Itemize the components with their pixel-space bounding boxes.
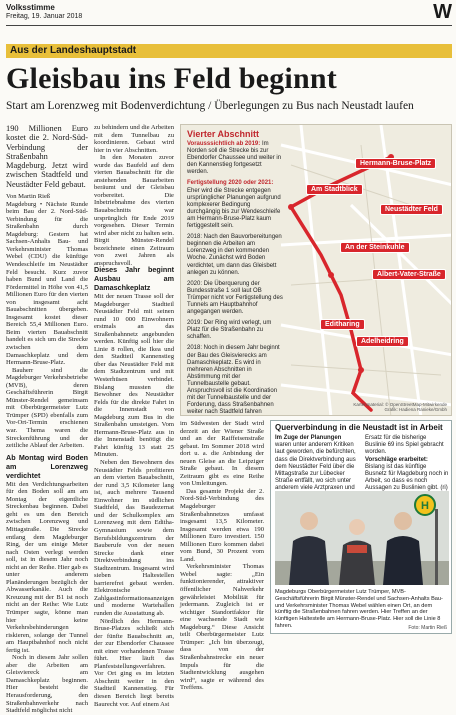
box-title: Querverbindung in die Neustadt ist in Arbeit [275, 423, 443, 432]
article-column-4 [180, 420, 264, 692]
map-note: 2020: Die Überquerung der Bundesstraße 1 soll laut OB Trümper nicht vor Fertigstellung des Tunnels am Hauptbahnhof angegangen werden. [187, 280, 283, 316]
map-notes [187, 141, 283, 416]
press-photo [275, 491, 449, 585]
map-title: Vierter Abschnitt [187, 129, 260, 139]
map-label-adelheidring: Adelheidring [357, 337, 408, 346]
photo-credit: Foto: Martin Rieß [408, 625, 447, 631]
map-note: Vorausssichtlich ab 2019: Im Norden soll die Strecke bis zur Ebendorfer Chaussee und weiter in den Kannenstieg fortgesetzt werden. [187, 141, 282, 176]
route-stop [358, 367, 364, 373]
sidebar-box [270, 420, 452, 634]
photo-illustration [275, 491, 449, 585]
subheading-1: Ab Montag wird Boden am Lorenzweg verdichtet [6, 452, 88, 480]
section-kicker: Aus der Landeshauptstadt [6, 44, 452, 58]
paragraph: Noch in diesem Jahr sollen aber die Arbeiten am Gleisviereck am Damaschkeplatz beginnen. Hier besteht die Herausforderung, den Straßenbahnverkehr nach Stadtfeld möglichst nicht [6, 654, 88, 715]
paragraph: Bauherr sind die Magdeburger Verkehrsbetriebe (MVB), deren Geschäftsführerin Birgit Münster-Rendel gemeinsam mit Oberbürgermeister Lutz Trümper (SPD) ebenfalls zum Vor-Ort-Termin erschienen war. Thema waren die Streckenführung und der zeitliche Ablauf der Arbeiten. [6, 366, 88, 450]
map-label-neustaedter-feld: Neustädter Feld [381, 205, 442, 214]
paragraph: Mit den Verdichtungsarbeiten für den Boden soll am am Montag der eigentliche Streckenbau beginnen. Dabei geht es um den Bereich zwischen Lorenzweg und Mittagstraße. Die Strecke entlang dem Magdeburger Ring, der um einige Meter nach Osten verlegt werden soll, ist in diesem Jahr noch nicht an der Reihe. Hier gab es unter anderem Planänderungen bezüglich der Abwasserkanäle. Auch die Kreuzung mit der B1 ist noch nicht an der Reihe: Wie Lutz Trümper sagte, könne man hier keine Verkehrsbehinderungen riskieren, solange der Tunnel am Hauptbahnhof noch nicht fertig ist. [6, 480, 88, 654]
issue-date: Freitag, 19. Januar 2018 [6, 13, 83, 20]
publication-name: Volksstimme [6, 3, 55, 12]
map-note: 2018: Nach den Bauvorbereitungen beginnen die Arbeiten am Lorenzweg in den kommenden Woche. Zunächst wird Boden verdichtet, um dann das Gleisbett anlegen zu können. [187, 234, 282, 276]
page-header [6, 3, 452, 26]
route-stop [328, 272, 334, 278]
article-column-2 [94, 124, 174, 267]
paragraph: zu behindern und die Arbeiten mit dem Tunnelbau zu koordinieren. Gebaut wird hier in vier Abschnitten. [94, 124, 174, 154]
map-note: 2018: Noch in diesem Jahr beginnt der Bau des Gleisvierecks am Damaschkeplatz. Es wird in mehreren Abschnitten in Abstimmung mit der Tunnelbaustelle gebaut. Anspruchsvoll ist die Koordination mit der Tunnelbaustelle und der Forderung, dass Straßenbahnen weiter nach Stadtfeld fahren [187, 345, 280, 416]
route-stop [288, 204, 294, 210]
paragraph: Nördlich des Hermann-Bruse-Platzes schließt sich der fünfte Bauabschnitt an, der zur Ebendorfer Chaussee mit einer vorhandenen Trasse führt. Hier läuft das Planfeststellungsverfahren. Vor Ort ging es im letzten Abschnitt weiter in den Stadtteil Kannenstieg. Für diesen Bereich liegt bereits Baurecht vor. Auf einem Ast [94, 617, 174, 708]
map-label-hermann-bruse-platz: Hermann-Bruse-Platz [356, 159, 435, 168]
headline: Gleisbau ins Feld beginnt [6, 62, 337, 95]
article-column-1 [6, 124, 88, 715]
box-column-right: Ersatz für die bisherige Buslinie 69 ins Spiel gebracht worden. Vorschläge erarbeitet: Bislang ist das künftige Busnetz für Magdeburg noch in Arbeit, so dass es noch Aussagen zu Buslinien gibt. (ri) [365, 435, 449, 492]
bus-stop-letter: H [421, 500, 429, 512]
map-label-albert-vater-strasse: Albert-Vater-Straße [373, 270, 445, 279]
map-label-editharing: Editharing [321, 320, 364, 329]
map-credit: Kartenmaterial: © OpenStreetMap-Mitwirkende Grafik: Hadiena Ranieke/Gmbh [353, 402, 447, 412]
section-initial: W [433, 1, 452, 23]
paragraph: Verkehrsminister Thomas Webel sagte: „Ein funktionierender, attraktiver öffentlicher Nahverkehr gewährleistet Mobilität für jedermann. Zugleich ist er wichtiger Standortfaktor für eine wachsende Stadt wie Magdeburg.“ Diese Ansicht teilt Oberbürgermeister Lutz Trümper: „Ich bin überzeugt, dass von der Straßenbahnstrecke ein neuer Impuls für die Stadtentwicklung ausgehen wird“, sagte er während des Treffens. [180, 563, 264, 692]
map-note: 2019: Der Ring wird verlegt, um Platz für die Straßenbahn zu schaffen. [187, 320, 272, 341]
paragraph: Magdeburg • Nächste Runde beim Bau der 2. Nord-Süd-Verbindung für die Straßenbahn durch Magdeburg: Gestern hat Sachsen-Anhalts Bau- und Verkehrsminister Thomas Webel (CDU) die künftige Wendeschleife im Neustädter Feld besucht. Kurz zuvor haben Bund und Land die Fördermittel in Höhe von 41,5 Millionen Euro für den vierten von insgesamt acht Bauabschnitten übergeben. Insgesamt kostet dieser Bereich 55,4 Millionen Euro. Beim vierten Bauabschnitt handelt es sich um die Strecke zwischen dem Damaschkeplatz und dem Hermann-Bruse-Platz. [6, 200, 88, 367]
author-line: Von Martin Rieß [6, 193, 51, 201]
paragraph: In den Monaten zuvor wurde das Baufeld auf dem vierten Bauabschnitt für die anstehenden Bauarbeiten beräumt und der Gleisbau vorbereitet. Die Inbetriebnahme des vierten Bauabschnitts war ursprünglich für Ende 2019 vorgesehen. Dieser Termin wird aber nicht zu halten sein. Birgit Münster-Rendel bezeichnete einen Zeitraum von zwei Jahren als anspruchsvoll. [94, 154, 174, 267]
paragraph: Das gesamte Projekt der 2. Nord-Süd-Verbindung des Magdeburger Straßenbahnnetzes umfasst insgesamt 13,5 Kilometer. Insgesamt werden etwa 190 Millionen Euro investiert. 150 Millionen Euro kommen dabei vom Bund, 30 Prozent vom Land. [180, 487, 264, 563]
map-note: Fertigstellung 2020 oder 2021: Eher wird die Strecke entgegen ursprünglicher Planungen aufgrund komplexerer Bedingung durchgängig bis zur Wendeschleife am Hermann-Bruse-Platz kaum fertiggestellt sein. [187, 180, 281, 230]
paragraph: Mit der neuen Trasse soll der Magdeburger Stadtteil Neustädter Feld mit seinen rund 10 000 Einwohnern erstmals an das Straßenbahnnetz angebunden werden. Künftig soll hier die Linie 8 rollen, die Ikea und den Stadtteil Kannenstieg über das Neustädter Feld mit dem Stadtzentrum und mit Westerhüsen verbindet. Bislang mussten die Bewohner des Neustädter Felds für die direkte Fahrt in die Innenstadt von Magdeburg zum Bus in die Straßenbahn umsteigen. Vom Hermann-Bruse-Platz aus in die Innenstadt benötigt die Fahrt künftig 13 statt 25 Minuten. [94, 293, 174, 459]
route-map-graphic [180, 124, 452, 416]
map-label-an-der-steinkuhle: An der Steinkuhle [341, 243, 409, 252]
photo-caption: Magdeburgs Oberbürgermeister Lutz Trümper, MVB-Geschäftsführerin Birgit Münster-Rendel und Sachsen-Anhalts Bau- und Verkehrsminister Thomas Webel wählen einen Ort, an dem künftig die Straßenbahnen fahren werden. Hier Treffen an der künftigen Haltestelle am Hermann-Bruse-Platz. Hier soll die Linie 8 fahren. [275, 589, 443, 629]
paragraph: Neben den Bewohnern des Neustädter Felds profitieren an dem vierten Bauabschnitt, der rund 3,5 Kilometer lang ist, auch mehrere Tausend Einwohner im südlichen Stadtfeld, das Baudezernat und der Schulkomplex am Lorenzweg mit dem Editha-Gymnasium sowie dem Berufsbildungszentrum der Bauberufe von der neuen Strecke dank einer Direktverbindung ins Stadtzentrum. Insgesamt wird sieben Haltestellen barrierefrei gebaut werden. Elektronische Zahlgastinformationsanzeigen und moderne Wartehallen runden die Ausstattung ab. [94, 459, 174, 617]
map-label-am-stadtblick: Am Stadtblick [307, 185, 362, 194]
article-lead: 190 Millionen Euro kostet die 2. Nord-Süd-Verbindung der Straßenbahn Magdeburg. Jetzt wird zwischen Stadtfeld und Neustädter Feld gebaut. [6, 124, 88, 189]
article-column-3 [94, 262, 174, 708]
subheading-2: Dieses Jahr beginnt Ausbau am Damaschkeplatz [94, 265, 174, 292]
subheadline: Start am Lorenzweg mit Bodenverdichtung / Überlegungen zu Bus nach Neustadt laufen [6, 100, 414, 112]
box-column-left: Im Zuge der Planungen waren unter anderem Kritiken laut geworden, die befürchten, dass die Direktverbindung aus dem Neustädter Feld über die Mittagstraße zur Lübecker Straße entfällt, wo sich unter anderem viele Arztpraxen und [275, 435, 356, 492]
paragraph: im Südwesten der Stadt wird derzeit an der Wiener Straße und an der Raiffeisenstraße gebaut. Im Sommer 2018 wird dort u. a. die Anbindung der neuen Gleise an die Leipziger Straße gebaut. In diesem Zeitraum gibt es eine Reihe von Umleitungen. [180, 420, 264, 488]
